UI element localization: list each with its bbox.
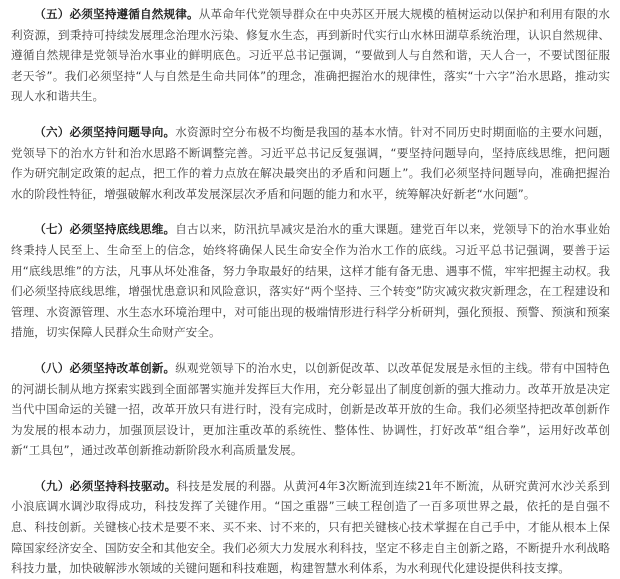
paragraph-principle-5: [11, 4, 610, 107]
paragraph-heading: （六）必须坚持问题导向。: [34, 124, 176, 139]
paragraph-heading: （五）必须坚持遵循自然规律。: [34, 7, 199, 21]
paragraph-text: 自古以来，防汛抗旱减灾是治水的重大课题。建党百年以来，党领导下的治水事业始终秉持人民至上、生命至上的信念，始终将确保人民生命安全作为治水工作的底线。习近平总书记强调，要善于运用“底线思维”的方法，凡事从坏处准备，努力争取最好的结果，这样才能有备无患、遇事不慌，牢牢把握主动权。我们必须坚持底线思维，增强忧患意识和风险意识，落实好“两个坚持、三个转变”防灾减灾救灾新理念，在工程建设和管理、水资源管理、水生态水环境治理中，对可能出现的极端情形进行科学分析研判，强化预报、预警、预演和预案措施，切实保障人民群众生命财产安全。: [11, 222, 610, 340]
paragraph-principle-8: [11, 358, 610, 461]
paragraph-text: 水资源时空分布极不均衡是我国的基本水情。针对不同历史时期面临的主要水问题，党领导下的治水方针和治水思路不断调整完善。习近平总书记反复强调，“要坚持问题导向，坚持底线思维，把问题作为研究制定政策的起点，把工作的着力点放在解决最突出的矛盾和问题上”。我们必须坚持问题导向，准确把握治水的阶段性特征，增强破解水利改革发展深层次矛盾和问题的能力和水平，统筹解决好新老“水问题”。: [11, 124, 610, 201]
paragraph-heading: （七）必须坚持底线思维。: [34, 222, 176, 237]
paragraph-principle-6: [11, 122, 610, 204]
paragraph-text: 科技是发展的利器。从黄河4年3次断流到连续21年不断流，从研究黄河水沙关系到小浪底调水调沙取得成功，科技发挥了关键作用。“国之重器”三峡工程创造了一百多项世界之最，依托的是自强不息、科技创新。关键核心技术是要不来、买不来、讨不来的，只有把关键核心技术掌握在自己手中，才能从根本上保障国家经济安全、国防安全和其他安全。我们必须大力发展水利科技，坚定不移走自主创新之路，不断提升水利战略科技力量，加快破解涉水领域的关键问题和科技难题，构建智慧水利体系，为水利现代化建设提供科技支撑。: [11, 478, 610, 576]
paragraph-text: 从革命年代党领导群众在中央苏区开展大规模的植树运动以保护和利用有限的水利资源，到秉持可持续发展理念治理水污染、修复水生态，再到新时代实行山水林田湖草系统治理，认识自然规律、遵循自然规律是党领导治水事业的鲜明底色。习近平总书记强调，“要做到人与自然和谐，天人合一，不要试图征服老天爷”。我们必须坚持“人与自然是生命共同体”的理念，准确把握治水的规律性，落实“十六字”治水思路，推动实现人水和谐共生。: [11, 7, 610, 104]
paragraph-principle-9: [11, 476, 610, 579]
paragraph-text: 纵观党领导下的治水史，以创新促改革、以改革促发展是永恒的主线。带有中国特色的河湖长制从地方探索实践到全面部署实施并发挥巨大作用，充分彰显出了制度创新的强大推动力。改革开放是决定当代中国命运的关键一招，改革开放只有进行时，没有完成时，创新是改革开放的生命。我们必须坚持把改革创新作为发展的根本动力，加强顶层设计，更加注重改革的系统性、整体性、协调性，打好改革“组合拳”，运用好改革创新“工具包”，通过改革创新推动新阶段水利高质量发展。: [11, 360, 610, 458]
paragraph-principle-7: [11, 219, 610, 343]
paragraph-heading: （八）必须坚持改革创新。: [34, 360, 176, 375]
paragraph-heading: （九）必须坚持科技驱动。: [34, 478, 177, 493]
